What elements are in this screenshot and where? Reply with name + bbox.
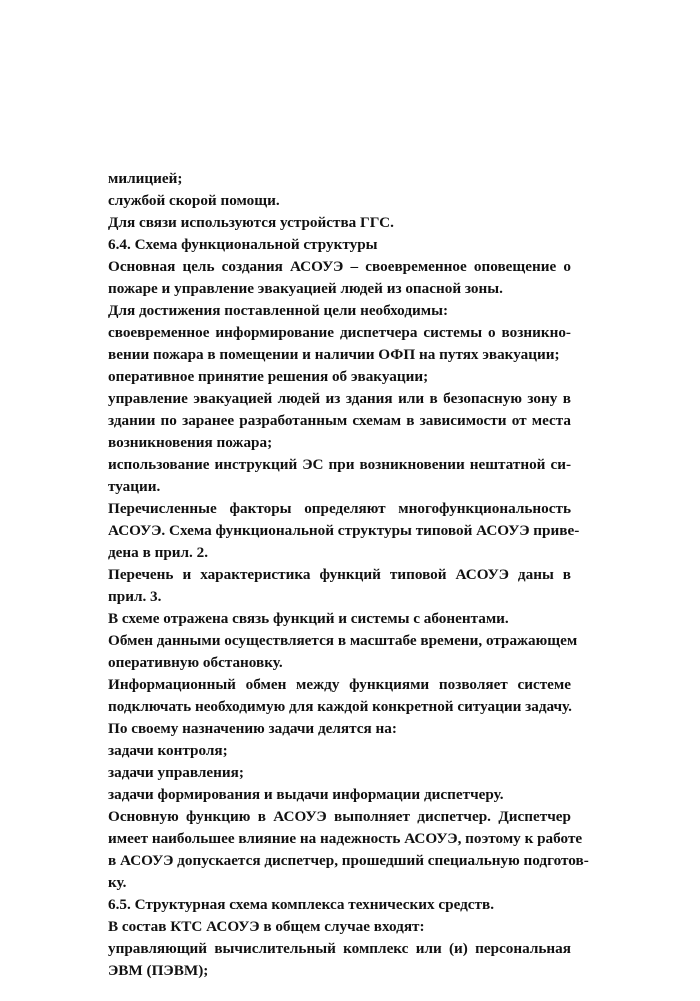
- text-line: Перечень и характеристика функций типовой АСОУЭ даны в: [108, 566, 571, 583]
- text-line: оперативную обстановку.: [108, 654, 283, 671]
- text-line: пожаре и управление эвакуацией людей из опасной зоны.: [108, 280, 503, 297]
- text-line: задачи контроля;: [108, 742, 228, 759]
- text-line: В состав КТС АСОУЭ в общем случае входят:: [108, 918, 425, 935]
- text-line: подключать необходимую для каждой конкретной ситуации задачу.: [108, 698, 572, 715]
- text-line: По своему назначению задачи делятся на:: [108, 720, 397, 737]
- text-line: туации.: [108, 478, 161, 495]
- text-line: АСОУЭ. Схема функциональной структуры типовой АСОУЭ приве-: [108, 522, 580, 539]
- text-line: ку.: [108, 874, 127, 891]
- text-line: здании по заранее разработанным схемам в зависимости от места: [108, 412, 571, 429]
- text-line: Для связи используются устройства ГГС.: [108, 214, 394, 231]
- text-line: своевременное информирование диспетчера системы о возникно-: [108, 324, 571, 341]
- text-line: ЭВМ (ПЭВМ);: [108, 962, 209, 979]
- text-line: прил. 3.: [108, 588, 162, 605]
- text-line: вении пожара в помещении и наличии ОФП на путях эвакуации;: [108, 346, 560, 363]
- text-line: милицией;: [108, 170, 183, 187]
- text-line: возникновения пожара;: [108, 434, 273, 451]
- text-line: дена в прил. 2.: [108, 544, 209, 561]
- text-line: имеет наибольшее влияние на надежность АСОУЭ, поэтому к работе: [108, 830, 583, 847]
- text-line: использование инструкций ЭС при возникновении нештатной си-: [108, 456, 571, 473]
- text-line: Для достижения поставленной цели необходимы:: [108, 302, 449, 319]
- text-line: Информационный обмен между функциями позволяет системе: [108, 676, 571, 693]
- text-line: службой скорой помощи.: [108, 192, 280, 209]
- text-line: Основная цель создания АСОУЭ – своевременное оповещение о: [108, 258, 571, 275]
- text-line: управляющий вычислительный комплекс или (и) персональная: [108, 940, 571, 957]
- text-line: Перечисленные факторы определяют многофункциональность: [108, 500, 571, 517]
- text-line: В схеме отражена связь функций и системы с абонентами.: [108, 610, 509, 627]
- section-heading: 6.5. Структурная схема комплекса технических средств.: [108, 896, 494, 913]
- section-heading: 6.4. Схема функциональной структуры: [108, 236, 378, 253]
- text-line: задачи формирования и выдачи информации диспетчеру.: [108, 786, 504, 803]
- text-line: Обмен данными осуществляется в масштабе времени, отражающем: [108, 632, 578, 649]
- text-line: задачи управления;: [108, 764, 244, 781]
- text-line: оперативное принятие решения об эвакуации;: [108, 368, 429, 385]
- text-line: управление эвакуацией людей из здания или в безопасную зону в: [108, 390, 571, 407]
- text-line: в АСОУЭ допускается диспетчер, прошедший специальную подготов-: [108, 852, 589, 869]
- text-line: Основную функцию в АСОУЭ выполняет диспетчер. Диспетчер: [108, 808, 571, 825]
